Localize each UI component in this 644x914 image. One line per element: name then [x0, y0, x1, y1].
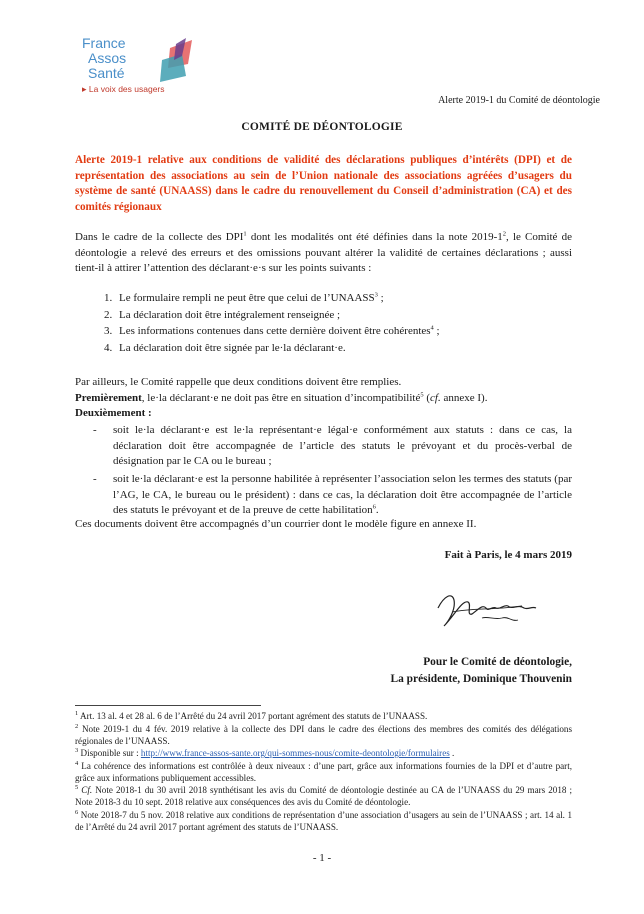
footnote-number: 1 [75, 709, 79, 717]
points-list [75, 290, 612, 356]
signature-block [391, 654, 572, 688]
footnote-text-end: . [449, 748, 455, 758]
intro-text-1: Dans le cadre de la collecte des DPI [75, 231, 244, 243]
first-paren: ( [423, 391, 431, 404]
footnote [75, 760, 572, 784]
second-colon: : [145, 407, 152, 419]
intro-paragraph [75, 230, 572, 277]
handwritten-signature-icon [432, 582, 542, 634]
list-item [115, 340, 612, 357]
footnote-text: Disponible sur : [78, 748, 141, 758]
footnote-text: La cohérence des informations est contrôlée à deux niveaux : d’une part, grâce aux informations fournies de la DPI et d’autre part, grâce aux informations publiquement accessibles. [75, 760, 572, 783]
logo-line-1: France [82, 35, 126, 51]
footnote-ref-1: 1 [243, 230, 247, 238]
conditions-paragraph [75, 375, 572, 422]
logo-tagline-text: La voix des usagers [88, 84, 165, 94]
intro-text-3: , le Comité de déontologie a relevé des erreurs et des omissions pouvant altérer la validité de certaines déclarations ; aussi tient-il à attirer l’attention des déclarant·e·s sur les points suivants : [75, 231, 572, 274]
france-assos-sante-logo [82, 36, 202, 102]
condition-second [75, 406, 572, 422]
footnote [75, 723, 572, 747]
second-label: Deuxièmement [75, 407, 146, 419]
place-date: Fait à Paris, le 4 mars 2019 [444, 549, 572, 561]
footnote-ref-2: 2 [502, 230, 507, 238]
formulaires-link[interactable]: http://www.france-assos-sante.org/qui-sommes-nous/comite-deontologie/formulaires [140, 748, 450, 758]
alert-title: Alerte 2019-1 relative aux conditions de validité des déclarations publiques d’intérêts (DPI) et de représentation des associations au sein de l’Union nationale des associations agréées d’usagers du système de santé (UNAASS) dans le cadre du renouvellement du Conseil d’administration (CA) et des comités régionaux [75, 154, 572, 213]
logo-wordmark [82, 36, 126, 81]
footnote-divider [75, 705, 261, 706]
dash-item-2 [93, 472, 572, 519]
intro-text-2: dont les modalités ont été définies dans la note 2019-1 [246, 231, 503, 243]
footnotes [75, 710, 572, 833]
signature-line-2: La présidente, Dominique Thouvenin [390, 673, 572, 685]
dash-mark: - [93, 424, 97, 436]
first-annex: annexe I). [440, 391, 488, 404]
dash-item-1 [93, 423, 572, 470]
first-label: Premièrement [75, 391, 142, 404]
list-item-end: ; [433, 325, 440, 337]
page-number: - 1 - [312, 852, 332, 864]
list-item-text: La déclaration doit être intégralement renseignée ; [119, 308, 341, 321]
footnote-ref-4: 4 [430, 324, 434, 332]
dash-mark: - [93, 473, 97, 485]
first-cf: cf. [430, 391, 441, 404]
footnote-number: 6 [75, 808, 79, 816]
dash-item-text: soit le·la déclarant·e est le·la représentant·e légal·e conformément aux statuts : dans ce cas, la déclaration doit être accompagnée de l’article des statuts le prévoyant et du procès-verbal de désignation par le CA ou le bureau ; [113, 424, 572, 467]
header-reference: Alerte 2019-1 du Comité de déontologie [438, 95, 600, 106]
list-item [115, 307, 612, 324]
dash2-text: soit le·la déclarant·e est la personne habilitée à représenter l’association selon les termes des statuts (par l’AG, le CA, le bureau ou le président) : dans ce cas, la déclaration doit être accompagnée de l’article des statuts le prévoyant et de la preuve de cette habilitation [113, 473, 572, 516]
list-item [115, 290, 612, 307]
first-text: , le·la déclarant·e ne doit pas être en situation d’incompatibilité [141, 391, 421, 404]
footnote [75, 747, 572, 759]
list-item-end: ; [377, 292, 384, 304]
footnote-text: Note 2018-1 du 30 avril 2018 synthétisant les avis du Comité de déontologie destinée au CA de l’UNAASS du 29 mars 2018 ; Note 2018-3 du 10 sept. 2018 relative aux conséquences des avis du Comité de déontologie. [75, 785, 572, 807]
footnote-text: Note 2019-1 du 4 fév. 2019 relative à la collecte des DPI dans le cadre des élections des membres des comités des délégations régionales de l’UNAASS. [75, 723, 572, 746]
footnote-ref-5: 5 [420, 390, 424, 398]
overlapping-shapes-logo-icon [152, 38, 204, 84]
list-item-text: Les informations contenues dans cette dernière doivent être cohérentes [119, 325, 431, 337]
logo-line-3: Santé [88, 65, 125, 81]
footnote-cf: Cf. [78, 785, 93, 795]
signature-line-1: Pour le Comité de déontologie, [423, 656, 572, 668]
footnote-text: Art. 13 al. 4 et 28 al. 6 de l’Arrêté du 24 avril 2017 portant agrément des statuts de l’UNAASS. [78, 711, 428, 721]
footnote-number: 5 [75, 783, 79, 791]
list-item-text: Le formulaire rempli ne peut être que celui de l’UNAASS [119, 292, 375, 304]
list-item-text: La déclaration doit être signée par le·la déclarant·e. [119, 341, 346, 354]
footnote-number: 3 [75, 746, 79, 754]
footnote-ref-3: 3 [374, 291, 378, 299]
closing-paragraph: Ces documents doivent être accompagnés d’un courrier dont le modèle figure en annexe II. [75, 518, 477, 530]
dash-item-text [113, 472, 572, 519]
page-title: COMITÉ DE DÉONTOLOGIE [241, 121, 403, 133]
footnote-number: 4 [75, 759, 79, 767]
footnote [75, 809, 572, 833]
logo-tagline: ▸ La voix des usagers [82, 84, 165, 94]
list-item [115, 323, 612, 340]
dash2-end: . [375, 504, 379, 516]
conditions-intro: Par ailleurs, le Comité rappelle que deux conditions doivent être remplies. [75, 376, 402, 388]
footnote-text: Note 2018-7 du 5 nov. 2018 relative aux conditions de représentation d’une association d’usagers au sein de l’UNAASS ; art. 14 al. 1 de l’Arrêté du 24 avril 2017 portant agrément des statuts de l’UNAASS. [75, 809, 572, 832]
footnote-ref-6: 6 [372, 503, 376, 511]
logo-line-2: Assos [88, 50, 127, 66]
footnote-number: 2 [75, 722, 79, 730]
footnote [75, 710, 572, 722]
footnote [75, 784, 572, 808]
condition-first [75, 391, 572, 407]
